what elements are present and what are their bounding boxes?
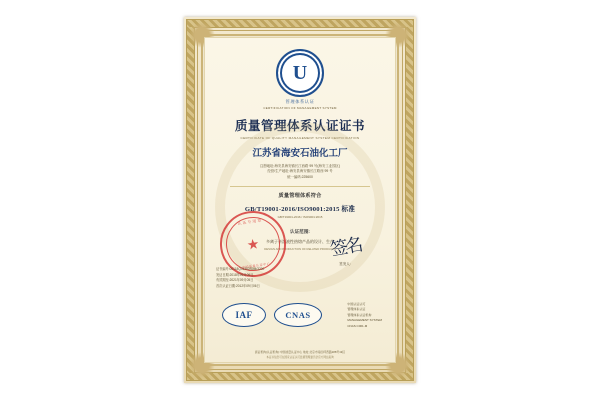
accreditation-code-line: 管理体系认证机构: [347, 312, 372, 317]
conformity-heading: 质量管理体系符合: [278, 192, 322, 199]
address-line: 注册地址:海安县海安镇长江西路 99 号(海安工业园区): [259, 164, 341, 168]
scope-label: 认证范围:: [290, 228, 310, 234]
accreditation-code-line: 管理体系认证: [347, 307, 366, 312]
accreditation-code-line: 中国认证认可: [347, 302, 366, 307]
meta-line: 有效期至:2021年09月05日: [216, 278, 254, 283]
company-name: 江苏省海安石油化工厂: [252, 149, 348, 159]
stamp-top-text: 认证专用章: [237, 217, 263, 226]
company-address-block: [260, 164, 340, 180]
signature-block: [310, 233, 380, 267]
standard-reference-en: GB/T19001-2016 / ISO9001:2015: [277, 214, 323, 219]
emblem-seal-icon: [276, 49, 324, 97]
signature-label: 签发人:: [339, 262, 351, 266]
certificate-meta-block: [216, 267, 264, 289]
certificate-title-en: CERTIFICATE OF QUALITY MANAGEMENT SYSTEM CERTIFICATION: [240, 136, 360, 140]
emblem-letter: U: [292, 62, 308, 84]
cnas-logo-icon: [274, 303, 322, 327]
address-line: 经营/生产地址:海安县海安镇长江路西 99 号: [267, 169, 333, 174]
certificate-paper: [204, 37, 396, 363]
divider: [230, 186, 370, 187]
certificate-title: 质量管理体系认证证书: [234, 119, 365, 133]
accreditation-codes: [347, 302, 382, 329]
accreditation-logos: [222, 303, 322, 327]
cnas-logo-text: CNAS: [285, 310, 311, 320]
address-line: 统一编码:225600: [287, 174, 313, 179]
scope-text: 多离子亲溶液性热熔产品的设计、生产: [266, 238, 334, 244]
cqc-emblem: [263, 49, 336, 110]
footer-issuer-line: 颁证机构(认证机构):中国质量认证中心 地址:北京市南四环西路188号19区: [254, 350, 346, 354]
stamp-bottom-text: 中国质量认证中心: [241, 261, 271, 270]
meta-line: 证书编号:00118Q31352R0M/3200: [216, 267, 265, 272]
iaf-logo-text: IAF: [235, 310, 253, 320]
signature-mark: 签名: [328, 234, 362, 260]
iaf-logo-icon: [222, 303, 266, 327]
emblem-cn-label: 管理体系认证: [285, 99, 315, 104]
scope-text-en: DESIGN AND PRODUCTION OF RELATED PRODUCTS: [264, 246, 336, 251]
meta-line: 发证日期:2018年09月06日: [216, 272, 254, 277]
meta-line: 首次认证日期:2012年09月06日: [216, 283, 260, 288]
star-icon: ★: [245, 235, 261, 253]
emblem-en-label: CERTIFICATION OF MANAGEMENT SYSTEM: [263, 106, 337, 110]
accreditation-code-line: CNAS C001-M: [347, 323, 368, 328]
footer-verification-line: 本证书信息可在国家认证认可监督管理委员会官方网站查询: [266, 356, 334, 359]
certificate-document: [184, 17, 416, 383]
accreditation-code-line: MANAGEMENT SYSTEM: [347, 318, 382, 323]
standard-reference: GB/T19001-2016/ISO9001:2015 标准: [244, 205, 356, 213]
